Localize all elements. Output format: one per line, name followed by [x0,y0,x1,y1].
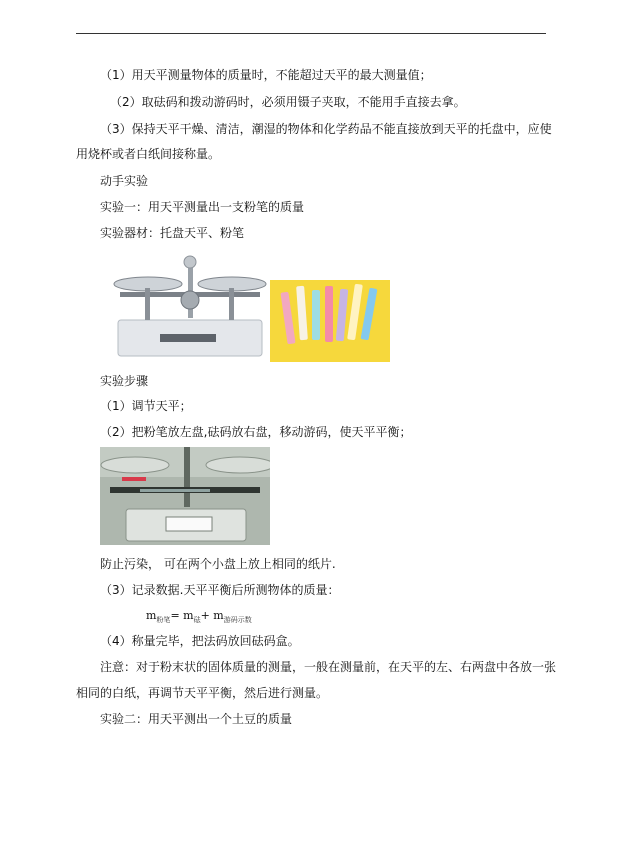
formula-sub-chalk: 粉笔 [156,616,171,625]
paragraph-rule-3: （3）保持天平干燥、清洁，潮湿的物体和化学药品不能直接放到天平的托盘中，应使 [100,122,552,136]
formula-sub-weight: 砝 [193,616,201,625]
paragraph-rule-3-cont: 用烧杯或者白纸间接称量。 [76,147,221,161]
step-1: （1）调节天平； [100,399,192,413]
chalk-photo [270,280,390,362]
balance-photo [110,250,270,362]
step-4: （4）称量完毕，把法码放回砝码盒。 [100,634,300,648]
steps-heading: 实验步骤 [100,374,149,388]
formula-plus: + m [200,609,224,622]
formula-sub-rider: 游码示数 [223,616,252,625]
section-heading: 动手实验 [100,174,149,188]
header-rule [76,33,546,34]
experiment-1-materials: 实验器材：托盘天平、粉笔 [100,226,245,240]
experiment-2-title: 实验二：用天平测出一个土豆的质量 [100,712,293,726]
step-3: （3）记录数据.天平平衡后所测物体的质量： [100,583,340,597]
formula-m: m [146,609,157,622]
note-paragraph-cont: 相同的白纸，再调节天平平衡，然后进行测量。 [76,686,329,700]
balance-closeup-photo [100,447,270,545]
formula-equals: = m [170,609,194,622]
experiment-1-title: 实验一：用天平测量出一支粉笔的质量 [100,200,305,214]
step-2: （2）把粉笔放左盘,砝码放右盘，移动游码，使天平平衡； [100,425,412,439]
paragraph-rule-2: （2）取砝码和拨动游码时，必须用镊子夹取，不能用手直接去拿。 [110,95,466,109]
prevent-pollution-tip: 防止污染， 可在两个小盘上放上相同的纸片. [100,557,336,571]
note-paragraph: 注意：对于粉末状的固体质量的测量，一般在测量前，在天平的左、右两盘中各放一张 [100,660,557,674]
paragraph-rule-1: （1）用天平测量物体的质量时，不能超过天平的最大测量值； [100,68,432,82]
mass-formula [146,609,252,625]
